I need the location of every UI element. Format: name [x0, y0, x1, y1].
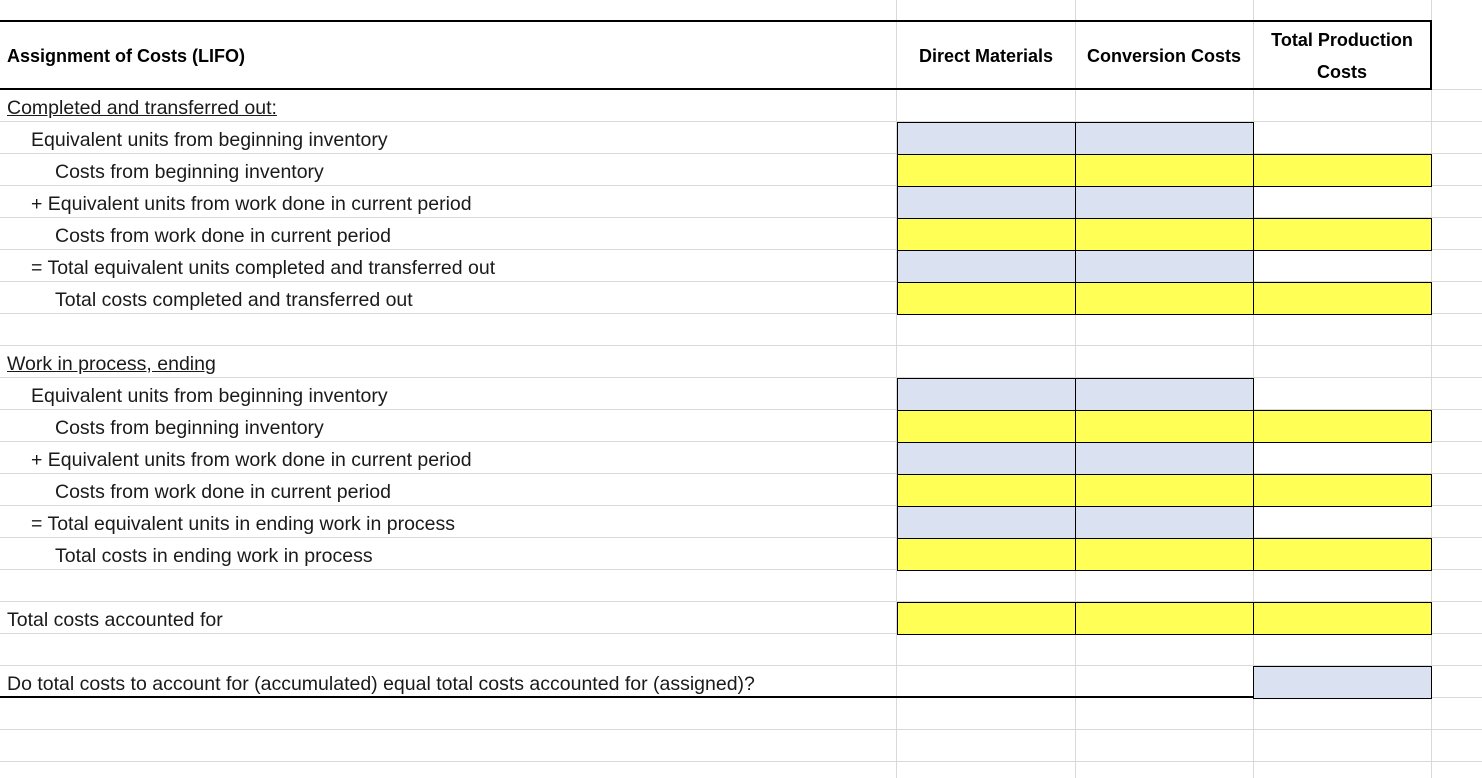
cost-input-cell-conversion-costs[interactable]	[1075, 602, 1254, 635]
row-label: + Equivalent units from work done in current period	[31, 193, 472, 215]
cost-input-cell-conversion-costs[interactable]	[1075, 218, 1254, 251]
units-input-cell-conversion-costs[interactable]	[1075, 122, 1254, 155]
row-label: Costs from work done in current period	[55, 481, 391, 503]
row-label: Costs from beginning inventory	[55, 161, 324, 183]
row-label: = Total equivalent units completed and transferred out	[31, 257, 496, 279]
row-label: Costs from work done in current period	[55, 225, 391, 247]
gridline	[1431, 0, 1432, 778]
cost-input-cell-total-production-costs[interactable]	[1253, 474, 1432, 507]
cost-input-cell-total-production-costs[interactable]	[1253, 154, 1432, 187]
gridline	[0, 761, 1482, 762]
units-input-cell-conversion-costs[interactable]	[1075, 250, 1254, 283]
units-input-cell-direct-materials[interactable]	[897, 378, 1076, 411]
table-bottom-border	[0, 696, 1432, 698]
cost-input-cell-direct-materials[interactable]	[897, 282, 1076, 315]
table-title: Assignment of Costs (LIFO)	[7, 46, 245, 66]
cost-input-cell-conversion-costs[interactable]	[1075, 474, 1254, 507]
units-input-cell-direct-materials[interactable]	[897, 250, 1076, 283]
gridline	[0, 345, 1482, 346]
cost-input-cell-conversion-costs[interactable]	[1075, 538, 1254, 571]
gridline	[0, 121, 1482, 122]
units-input-cell-conversion-costs[interactable]	[1075, 186, 1254, 219]
units-input-cell-direct-materials[interactable]	[897, 186, 1076, 219]
row-label: = Total equivalent units in ending work in process	[31, 513, 456, 535]
column-header-total-production-line2: Costs	[1316, 62, 1367, 82]
cost-input-cell-direct-materials[interactable]	[897, 538, 1076, 571]
gridline	[0, 377, 1482, 378]
units-input-cell-conversion-costs[interactable]	[1075, 442, 1254, 475]
row-label: Work in process, ending	[7, 353, 216, 375]
cost-input-cell-total-production-costs[interactable]	[1253, 602, 1432, 635]
row-label: Costs from beginning inventory	[55, 417, 324, 439]
header-top-border	[0, 20, 1432, 22]
column-header-conversion-costs: Conversion Costs	[1086, 46, 1242, 66]
units-input-cell-conversion-costs[interactable]	[1075, 378, 1254, 411]
units-input-cell-conversion-costs[interactable]	[1075, 506, 1254, 539]
column-header-direct-materials: Direct Materials	[918, 46, 1054, 66]
units-input-cell-direct-materials[interactable]	[897, 506, 1076, 539]
check-input-cell-total-production-costs[interactable]	[1253, 666, 1432, 699]
cost-input-cell-total-production-costs[interactable]	[1253, 218, 1432, 251]
row-label: Equivalent units from beginning inventory	[31, 385, 388, 407]
cost-input-cell-conversion-costs[interactable]	[1075, 282, 1254, 315]
row-label: Total costs completed and transferred out	[55, 289, 413, 311]
cost-input-cell-total-production-costs[interactable]	[1253, 282, 1432, 315]
cost-input-cell-conversion-costs[interactable]	[1075, 154, 1254, 187]
row-label: + Equivalent units from work done in current period	[31, 449, 472, 471]
row-label: Do total costs to account for (accumulated) equal total costs accounted for (assigned)?	[7, 673, 755, 695]
cost-input-cell-conversion-costs[interactable]	[1075, 410, 1254, 443]
row-label: Equivalent units from beginning inventory	[31, 129, 388, 151]
cost-input-cell-total-production-costs[interactable]	[1253, 538, 1432, 571]
row-label: Total costs in ending work in process	[55, 545, 373, 567]
header-bottom-border	[0, 88, 1432, 90]
cost-input-cell-direct-materials[interactable]	[897, 218, 1076, 251]
cost-input-cell-total-production-costs[interactable]	[1253, 410, 1432, 443]
gridline	[0, 729, 1482, 730]
column-header-total-production-line1: Total Production	[1271, 30, 1413, 50]
cost-input-cell-direct-materials[interactable]	[897, 474, 1076, 507]
units-input-cell-direct-materials[interactable]	[897, 122, 1076, 155]
cost-input-cell-direct-materials[interactable]	[897, 154, 1076, 187]
cost-input-cell-direct-materials[interactable]	[897, 410, 1076, 443]
cost-input-cell-direct-materials[interactable]	[897, 602, 1076, 635]
row-label: Total costs accounted for	[7, 609, 223, 631]
units-input-cell-direct-materials[interactable]	[897, 442, 1076, 475]
row-label: Completed and transferred out:	[7, 97, 277, 119]
